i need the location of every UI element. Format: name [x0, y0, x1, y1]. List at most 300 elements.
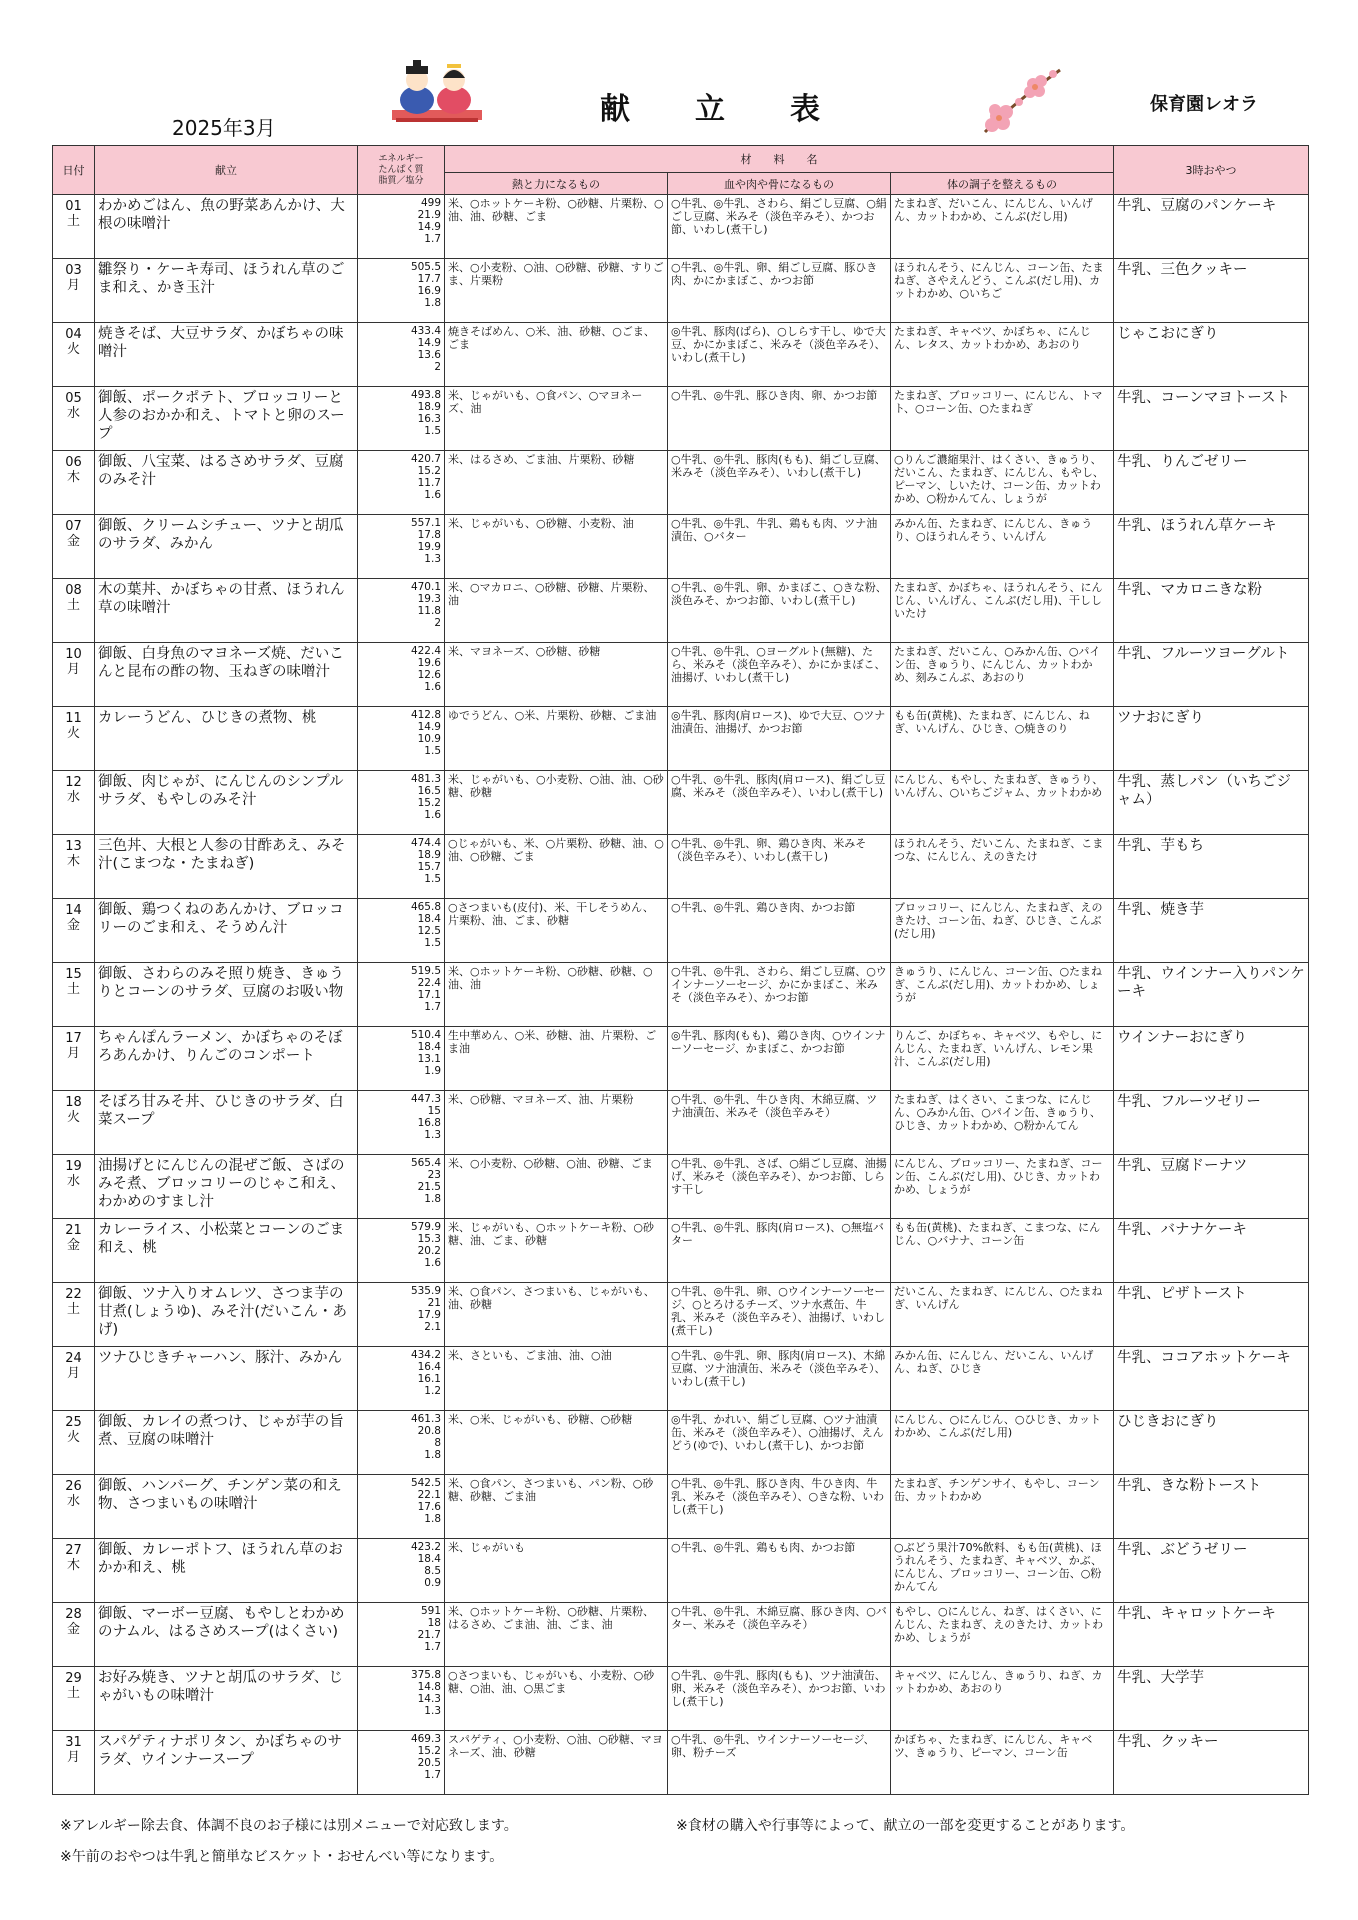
day-number: 03	[65, 263, 82, 278]
energy-value: 434.2	[410, 1349, 441, 1361]
energy-ingredients-cell: 米、じゃがいも	[445, 1539, 668, 1603]
menu-cell: ちゃんぽんラーメン、かぼちゃのそぼろあんかけ、りんごのコンポート	[95, 1027, 358, 1091]
menu-cell: カレーライス、小松菜とコーンのごま和え、桃	[95, 1219, 358, 1283]
snack-cell: 牛乳、蒸しパン（いちごジャム）	[1114, 771, 1309, 835]
weekday: 金	[66, 1622, 80, 1637]
body-ingredients-cell: ◎牛乳、豚肉(もも)、鶏ひき肉、○ウインナーソーセージ、かまぼこ、かつお節	[668, 1027, 891, 1091]
protein-value: 14.8	[417, 1681, 441, 1693]
protein-value: 16.4	[417, 1361, 441, 1373]
energy-value: 420.7	[410, 453, 441, 465]
condition-ingredients-cell: キャベツ、にんじん、きゅうり、ねぎ、カットわかめ、あおのり	[891, 1667, 1114, 1731]
fat-value: 13.1	[417, 1053, 441, 1065]
date-cell	[53, 1731, 95, 1795]
condition-ingredients-cell: にんじん、もやし、たまねぎ、きゅうり、いんげん、○いちごジャム、カットわかめ	[891, 771, 1114, 835]
body-ingredients-cell: ○牛乳、◎牛乳、豚肉(肩ロース)、絹ごし豆腐、米みそ（淡色辛みそ）、いわし(煮干し)	[668, 771, 891, 835]
fat-value: 13.6	[417, 349, 441, 361]
weekday: 土	[66, 1686, 80, 1701]
snack-cell: 牛乳、ほうれん草ケーキ	[1114, 515, 1309, 579]
weekday: 土	[66, 1302, 80, 1317]
condition-ingredients-cell: ブロッコリー、にんじん、たまねぎ、えのきたけ、コーン缶、ねぎ、ひじき、こんぶ(だし用)	[891, 899, 1114, 963]
energy-ingredients-cell: 米、マヨネーズ、○砂糖、砂糖	[445, 643, 668, 707]
energy-value: 422.4	[410, 645, 441, 657]
body-ingredients-cell: ○牛乳、◎牛乳、卵、かまぼこ、○きな粉、淡色みそ、かつお節、いわし(煮干し)	[668, 579, 891, 643]
energy-ingredients-cell: 米、○食パン、さつまいも、パン粉、○砂糖、砂糖、ごま油	[445, 1475, 668, 1539]
weekday: 火	[66, 1430, 80, 1445]
energy-value: 412.8	[410, 709, 441, 721]
date-cell	[53, 1603, 95, 1667]
condition-ingredients-cell: ○りんご濃縮果汁、はくさい、きゅうり、だいこん、たまねぎ、にんじん、もやし、ピーマン、しいたけ、コーン缶、カットわかめ、○粉かんてん、しょうが	[891, 451, 1114, 515]
fat-value: 14.9	[417, 221, 441, 233]
nutrition-cell	[358, 835, 445, 899]
fat-value: 17.9	[417, 1309, 441, 1321]
header-energy-group: 熱と力になるもの	[445, 173, 668, 195]
weekday: 水	[66, 1494, 80, 1509]
weekday: 土	[66, 598, 80, 613]
menu-cell: 御飯、ツナ入りオムレツ、さつま芋の甘煮(しょうゆ)、みそ汁(だいこん・あげ)	[95, 1283, 358, 1347]
weekday: 水	[66, 406, 80, 421]
energy-ingredients-cell: 米、○マカロニ、○砂糖、砂糖、片栗粉、油	[445, 579, 668, 643]
fat-value: 8	[434, 1437, 441, 1449]
condition-ingredients-cell: りんご、かぼちゃ、キャベツ、もやし、にんじん、たまねぎ、いんげん、レモン果汁、こんぶ(だし用)	[891, 1027, 1114, 1091]
menu-cell: 木の葉丼、かぼちゃの甘煮、ほうれん草の味噌汁	[95, 579, 358, 643]
energy-ingredients-cell: ○さつまいも(皮付)、米、干しそうめん、片栗粉、油、ごま、砂糖	[445, 899, 668, 963]
fat-value: 16.9	[417, 285, 441, 297]
nutrition-cell	[358, 1539, 445, 1603]
snack-cell: 牛乳、クッキー	[1114, 1731, 1309, 1795]
snack-cell: 牛乳、大学芋	[1114, 1667, 1309, 1731]
table-row	[53, 451, 1309, 515]
protein-value: 18.9	[417, 849, 441, 861]
protein-value: 20.8	[417, 1425, 441, 1437]
menu-cell: 御飯、白身魚のマヨネーズ焼、だいこんと昆布の酢の物、玉ねぎの味噌汁	[95, 643, 358, 707]
protein-value: 17.8	[417, 529, 441, 541]
condition-ingredients-cell: みかん缶、にんじん、だいこん、いんげん、ねぎ、ひじき	[891, 1347, 1114, 1411]
fat-value: 14.3	[417, 1693, 441, 1705]
energy-ingredients-cell: 米、じゃがいも、○砂糖、小麦粉、油	[445, 515, 668, 579]
salt-value: 1.6	[424, 1257, 441, 1269]
fat-value: 17.1	[417, 989, 441, 1001]
header-snack: 3時おやつ	[1114, 146, 1309, 195]
condition-ingredients-cell: ほうれんそう、にんじん、コーン缶、たまねぎ、さやえんどう、こんぶ(だし用)、カットわかめ、○いちご	[891, 259, 1114, 323]
nutrition-cell	[358, 323, 445, 387]
fat-value: 10.9	[417, 733, 441, 745]
date-cell	[53, 899, 95, 963]
protein-value: 19.3	[417, 593, 441, 605]
menu-cell: 御飯、肉じゃが、にんじんのシンプルサラダ、もやしのみそ汁	[95, 771, 358, 835]
energy-ingredients-cell: 米、○ホットケーキ粉、○砂糖、砂糖、○油、油	[445, 963, 668, 1027]
day-number: 19	[65, 1159, 82, 1174]
snack-cell: じゃこおにぎり	[1114, 323, 1309, 387]
nutrition-cell	[358, 259, 445, 323]
protein-value: 15.3	[417, 1233, 441, 1245]
snack-cell: 牛乳、キャロットケーキ	[1114, 1603, 1309, 1667]
table-row	[53, 1475, 1309, 1539]
header-nutrition: エネルギー たんぱく質 脂質／塩分	[358, 146, 445, 195]
header-date: 日付	[53, 146, 95, 195]
fat-value: 20.2	[417, 1245, 441, 1257]
date-cell	[53, 771, 95, 835]
date-cell	[53, 1667, 95, 1731]
weekday: 金	[66, 534, 80, 549]
nutrition-cell	[358, 771, 445, 835]
condition-ingredients-cell: たまねぎ、かぼちゃ、ほうれんそう、にんじん、いんげん、こんぶ(だし用)、干ししいたけ	[891, 579, 1114, 643]
salt-value: 1.5	[424, 425, 441, 437]
snack-cell: 牛乳、豆腐のパンケーキ	[1114, 195, 1309, 259]
fat-value: 12.6	[417, 669, 441, 681]
energy-ingredients-cell: 米、じゃがいも、○ホットケーキ粉、○砂糖、油、ごま、砂糖	[445, 1219, 668, 1283]
weekday: 木	[66, 854, 80, 869]
body-ingredients-cell: ○牛乳、◎牛乳、さわら、絹ごし豆腐、○ウインナーソーセージ、かにかまぼこ、米みそ（淡色辛みそ）、かつお節	[668, 963, 891, 1027]
menu-cell: 御飯、カレイの煮つけ、じゃが芋の旨煮、豆腐の味噌汁	[95, 1411, 358, 1475]
date-cell	[53, 1411, 95, 1475]
header-menu: 献立	[95, 146, 358, 195]
menu-cell: 御飯、ハンバーグ、チンゲン菜の和え物、さつまいもの味噌汁	[95, 1475, 358, 1539]
body-ingredients-cell: ○牛乳、◎牛乳、さば、○絹ごし豆腐、油揚げ、米みそ（淡色辛みそ）、かつお節、しらす干し	[668, 1155, 891, 1219]
fat-value: 15.7	[417, 861, 441, 873]
menu-cell: 三色丼、大根と人参の甘酢あえ、みそ汁(こまつな・たまねぎ)	[95, 835, 358, 899]
condition-ingredients-cell: たまねぎ、はくさい、こまつな、にんじん、○みかん缶、○パイン缶、きゅうり、ひじき、カットわかめ、○粉かんてん	[891, 1091, 1114, 1155]
energy-value: 447.3	[410, 1093, 441, 1105]
table-row	[53, 1219, 1309, 1283]
nutrition-cell	[358, 451, 445, 515]
day-number: 29	[65, 1671, 82, 1686]
condition-ingredients-cell: にんじん、ブロッコリー、たまねぎ、コーン缶、こんぶ(だし用)、ひじき、カットわかめ、しょうが	[891, 1155, 1114, 1219]
salt-value: 1.8	[424, 297, 441, 309]
nutrition-cell	[358, 1475, 445, 1539]
date-cell	[53, 1219, 95, 1283]
weekday: 土	[66, 214, 80, 229]
day-number: 06	[65, 455, 82, 470]
energy-ingredients-cell: 生中華めん、○米、砂糖、油、片栗粉、ごま油	[445, 1027, 668, 1091]
school-name: 保育園レオラ	[1150, 94, 1258, 115]
nutrition-cell	[358, 1027, 445, 1091]
table-row	[53, 643, 1309, 707]
energy-value: 461.3	[410, 1413, 441, 1425]
menu-cell: お好み焼き、ツナと胡瓜のサラダ、じゃがいもの味噌汁	[95, 1667, 358, 1731]
day-number: 07	[65, 519, 82, 534]
nutrition-cell	[358, 579, 445, 643]
table-row	[53, 1539, 1309, 1603]
date-cell	[53, 963, 95, 1027]
table-row	[53, 1603, 1309, 1667]
salt-value: 1.8	[424, 1513, 441, 1525]
day-number: 25	[65, 1415, 82, 1430]
table-row	[53, 1667, 1309, 1731]
nutrition-cell	[358, 1603, 445, 1667]
energy-value: 481.3	[410, 773, 441, 785]
snack-cell: 牛乳、バナナケーキ	[1114, 1219, 1309, 1283]
condition-ingredients-cell: だいこん、たまねぎ、にんじん、○たまねぎ、いんげん	[891, 1283, 1114, 1347]
day-number: 12	[65, 775, 82, 790]
table-row	[53, 771, 1309, 835]
salt-value: 1.2	[424, 1385, 441, 1397]
body-ingredients-cell: ○牛乳、◎牛乳、○ヨーグルト(無糖)、たら、米みそ（淡色辛みそ）、かにかまぼこ、油揚げ、いわし(煮干し)	[668, 643, 891, 707]
table-row	[53, 1027, 1309, 1091]
energy-value: 465.8	[410, 901, 441, 913]
energy-ingredients-cell: 米、○小麦粉、○砂糖、○油、砂糖、ごま	[445, 1155, 668, 1219]
menu-cell: スパゲティナポリタン、かぼちゃのサラダ、ウインナースープ	[95, 1731, 358, 1795]
table-row	[53, 1347, 1309, 1411]
salt-value: 1.7	[424, 233, 441, 245]
day-number: 05	[65, 391, 82, 406]
snack-cell: 牛乳、焼き芋	[1114, 899, 1309, 963]
salt-value: 1.6	[424, 681, 441, 693]
snack-cell: 牛乳、フルーツヨーグルト	[1114, 643, 1309, 707]
protein-value: 14.9	[417, 337, 441, 349]
protein-value: 18.4	[417, 1553, 441, 1565]
energy-ingredients-cell: 焼きそばめん、○米、油、砂糖、○ごま、ごま	[445, 323, 668, 387]
snack-cell: ツナおにぎり	[1114, 707, 1309, 771]
day-number: 01	[65, 199, 82, 214]
weekday: 木	[66, 470, 80, 485]
date-cell	[53, 1283, 95, 1347]
fat-value: 8.5	[424, 1565, 441, 1577]
fat-value: 21.7	[417, 1629, 441, 1641]
body-ingredients-cell: ○牛乳、◎牛乳、豚肉(もも)、絹ごし豆腐、米みそ（淡色辛みそ）、いわし(煮干し)	[668, 451, 891, 515]
date-cell	[53, 1475, 95, 1539]
weekday: 土	[66, 982, 80, 997]
fat-value: 11.8	[417, 605, 441, 617]
condition-ingredients-cell: たまねぎ、だいこん、○みかん缶、○パイン缶、きゅうり、にんじん、カットわかめ、刻みこんぶ、あおのり	[891, 643, 1114, 707]
energy-value: 510.4	[410, 1029, 441, 1041]
condition-ingredients-cell: もも缶(黄桃)、たまねぎ、にんじん、ねぎ、いんげん、ひじき、○焼きのり	[891, 707, 1114, 771]
protein-value: 21.9	[417, 209, 441, 221]
nutrition-cell	[358, 1347, 445, 1411]
fat-value: 17.6	[417, 1501, 441, 1513]
energy-value: 499	[420, 197, 441, 209]
weekday: 火	[66, 726, 80, 741]
day-number: 13	[65, 839, 82, 854]
salt-value: 1.9	[424, 1065, 441, 1077]
protein-value: 15.2	[417, 465, 441, 477]
snack-cell: 牛乳、豆腐ドーナツ	[1114, 1155, 1309, 1219]
condition-ingredients-cell: ○ぶどう果汁70%飲料、もも缶(黄桃)、ほうれんそう、たまねぎ、キャベツ、かぶ、にんじん、ブロッコリー、コーン缶、○粉かんてん	[891, 1539, 1114, 1603]
header-body-group: 血や肉や骨になるもの	[668, 173, 891, 195]
body-ingredients-cell: ○牛乳、◎牛乳、鶏ひき肉、かつお節	[668, 899, 891, 963]
table-row	[53, 259, 1309, 323]
protein-value: 18.4	[417, 913, 441, 925]
fat-value: 20.5	[417, 1757, 441, 1769]
table-row	[53, 963, 1309, 1027]
protein-value: 15	[427, 1105, 441, 1117]
menu-cell: そぼろ甘みそ丼、ひじきのサラダ、白菜スープ	[95, 1091, 358, 1155]
protein-value: 18	[427, 1617, 441, 1629]
energy-ingredients-cell: ゆでうどん、○米、片栗粉、砂糖、ごま油	[445, 707, 668, 771]
fat-value: 16.1	[417, 1373, 441, 1385]
condition-ingredients-cell: かぼちゃ、たまねぎ、にんじん、キャベツ、きゅうり、ピーマン、コーン缶	[891, 1731, 1114, 1795]
body-ingredients-cell: ○牛乳、◎牛乳、さわら、絹ごし豆腐、○絹ごし豆腐、米みそ（淡色辛みそ）、かつお節、いわし(煮干し)	[668, 195, 891, 259]
salt-value: 2	[434, 617, 441, 629]
snack-cell: 牛乳、きな粉トースト	[1114, 1475, 1309, 1539]
page-title: 献 立 表	[600, 92, 822, 127]
menu-cell: 油揚げとにんじんの混ぜご飯、さばのみそ煮、ブロッコリーのじゃこ和え、わかめのすまし汁	[95, 1155, 358, 1219]
footer-note-allergy: ※アレルギー除去食、体調不良のお子様には別メニューで対応致します。	[60, 1818, 518, 1834]
energy-ingredients-cell: 米、じゃがいも、○食パン、○マヨネーズ、油	[445, 387, 668, 451]
protein-value: 21	[427, 1297, 441, 1309]
salt-value: 1.8	[424, 1449, 441, 1461]
nutrition-cell	[358, 1667, 445, 1731]
day-number: 17	[65, 1031, 82, 1046]
salt-value: 1.3	[424, 553, 441, 565]
snack-cell: ひじきおにぎり	[1114, 1411, 1309, 1475]
salt-value: 2	[434, 361, 441, 373]
energy-ingredients-cell: 米、じゃがいも、○小麦粉、○油、油、○砂糖、砂糖	[445, 771, 668, 835]
body-ingredients-cell: ◎牛乳、かれい、絹ごし豆腐、○ツナ油漬缶、米みそ（淡色辛みそ）、○油揚げ、えんどう(ゆで)、いわし(煮干し)、かつお節	[668, 1411, 891, 1475]
protein-value: 15.2	[417, 1745, 441, 1757]
page-header	[0, 0, 1358, 150]
date-cell	[53, 1027, 95, 1091]
nutrition-cell	[358, 195, 445, 259]
nutrition-cell	[358, 707, 445, 771]
table-row	[53, 707, 1309, 771]
table-row	[53, 195, 1309, 259]
footer-note-snack: ※午前のおやつは牛乳と簡単なビスケット・おせんべい等になります。	[60, 1849, 504, 1865]
body-ingredients-cell: ○牛乳、◎牛乳、豚肉(肩ロース)、○無塩バター	[668, 1219, 891, 1283]
table-row	[53, 323, 1309, 387]
condition-ingredients-cell: たまねぎ、キャベツ、かぼちゃ、にんじん、レタス、カットわかめ、あおのり	[891, 323, 1114, 387]
nutrition-cell	[358, 387, 445, 451]
salt-value: 1.5	[424, 745, 441, 757]
menu-table	[52, 145, 1309, 1795]
nutrition-cell	[358, 515, 445, 579]
table-row	[53, 1283, 1309, 1347]
date-cell	[53, 1347, 95, 1411]
weekday: 金	[66, 1238, 80, 1253]
salt-value: 1.7	[424, 1769, 441, 1781]
body-ingredients-cell: ○牛乳、◎牛乳、卵、○ウインナーソーセージ、○とろけるチーズ、ツナ水煮缶、牛乳、米みそ（淡色辛みそ）、油揚げ、いわし(煮干し)	[668, 1283, 891, 1347]
weekday: 火	[66, 342, 80, 357]
energy-ingredients-cell: 米、はるさめ、ごま油、片栗粉、砂糖	[445, 451, 668, 515]
protein-value: 14.9	[417, 721, 441, 733]
table-row	[53, 899, 1309, 963]
table-row	[53, 387, 1309, 451]
condition-ingredients-cell: もやし、○にんじん、ねぎ、はくさい、にんじん、たまねぎ、えのきたけ、カットわかめ、しょうが	[891, 1603, 1114, 1667]
table-row	[53, 1091, 1309, 1155]
salt-value: 1.7	[424, 1001, 441, 1013]
day-number: 04	[65, 327, 82, 342]
snack-cell: ウインナーおにぎり	[1114, 1027, 1309, 1091]
fat-value: 21.5	[417, 1181, 441, 1193]
condition-ingredients-cell: きゅうり、にんじん、コーン缶、○たまねぎ、こんぶ(だし用)、カットわかめ、しょうが	[891, 963, 1114, 1027]
nutrition-cell	[358, 1411, 445, 1475]
body-ingredients-cell: ○牛乳、◎牛乳、牛ひき肉、木綿豆腐、ツナ油漬缶、米みそ（淡色辛みそ）	[668, 1091, 891, 1155]
menu-cell: わかめごはん、魚の野菜あんかけ、大根の味噌汁	[95, 195, 358, 259]
snack-cell: 牛乳、りんごゼリー	[1114, 451, 1309, 515]
day-number: 21	[65, 1223, 82, 1238]
salt-value: 1.3	[424, 1705, 441, 1717]
weekday: 月	[66, 662, 80, 677]
day-number: 11	[65, 711, 82, 726]
date-cell	[53, 835, 95, 899]
condition-ingredients-cell: たまねぎ、チンゲンサイ、もやし、コーン缶、カットわかめ	[891, 1475, 1114, 1539]
energy-value: 474.4	[410, 837, 441, 849]
fat-value: 19.9	[417, 541, 441, 553]
weekday: 月	[66, 1750, 80, 1765]
body-ingredients-cell: ○牛乳、◎牛乳、鶏もも肉、かつお節	[668, 1539, 891, 1603]
energy-value: 579.9	[410, 1221, 441, 1233]
date-cell	[53, 1539, 95, 1603]
menu-cell: 御飯、鶏つくねのあんかけ、ブロッコリーのごま和え、そうめん汁	[95, 899, 358, 963]
energy-value: 557.1	[410, 517, 441, 529]
table-row	[53, 1411, 1309, 1475]
date-cell	[53, 515, 95, 579]
energy-value: 565.4	[410, 1157, 441, 1169]
table-row	[53, 835, 1309, 899]
body-ingredients-cell: ◎牛乳、豚肉(肩ロース)、ゆで大豆、○ツナ油漬缶、油揚げ、かつお節	[668, 707, 891, 771]
month-label: 2025年3月	[172, 116, 276, 140]
nutrition-cell	[358, 963, 445, 1027]
menu-cell: 雛祭り・ケーキ寿司、ほうれん草のごま和え、かき玉汁	[95, 259, 358, 323]
energy-ingredients-cell: 米、○食パン、さつまいも、じゃがいも、油、砂糖	[445, 1283, 668, 1347]
date-cell	[53, 1091, 95, 1155]
energy-value: 493.8	[410, 389, 441, 401]
weekday: 月	[66, 1366, 80, 1381]
energy-value: 535.9	[410, 1285, 441, 1297]
salt-value: 1.3	[424, 1129, 441, 1141]
body-ingredients-cell: ○牛乳、◎牛乳、卵、鶏ひき肉、米みそ（淡色辛みそ）、いわし(煮干し)	[668, 835, 891, 899]
menu-cell: 御飯、さわらのみそ照り焼き、きゅうりとコーンのサラダ、豆腐のお吸い物	[95, 963, 358, 1027]
energy-ingredients-cell: 米、○小麦粉、○油、○砂糖、砂糖、すりごま、片栗粉	[445, 259, 668, 323]
snack-cell: 牛乳、三色クッキー	[1114, 259, 1309, 323]
protein-value: 22.1	[417, 1489, 441, 1501]
header-ingredients: 材 料 名	[445, 146, 1114, 173]
date-cell	[53, 259, 95, 323]
day-number: 15	[65, 967, 82, 982]
day-number: 26	[65, 1479, 82, 1494]
table-row	[53, 1731, 1309, 1795]
snack-cell: 牛乳、ピザトースト	[1114, 1283, 1309, 1347]
date-cell	[53, 707, 95, 771]
snack-cell: 牛乳、コーンマヨトースト	[1114, 387, 1309, 451]
menu-cell: 御飯、ポークポテト、ブロッコリーと人参のおかか和え、トマトと卵のスープ	[95, 387, 358, 451]
day-number: 24	[65, 1351, 82, 1366]
menu-cell: 御飯、クリームシチュー、ツナと胡瓜のサラダ、みかん	[95, 515, 358, 579]
weekday: 金	[66, 918, 80, 933]
day-number: 27	[65, 1543, 82, 1558]
nutrition-cell	[358, 1283, 445, 1347]
snack-cell: 牛乳、ココアホットケーキ	[1114, 1347, 1309, 1411]
day-number: 10	[65, 647, 82, 662]
table-row	[53, 515, 1309, 579]
weekday: 月	[66, 1046, 80, 1061]
salt-value: 1.5	[424, 937, 441, 949]
energy-value: 505.5	[410, 261, 441, 273]
menu-cell: ツナひじきチャーハン、豚汁、みかん	[95, 1347, 358, 1411]
body-ingredients-cell: ○牛乳、◎牛乳、豚ひき肉、卵、かつお節	[668, 387, 891, 451]
date-cell	[53, 451, 95, 515]
condition-ingredients-cell: たまねぎ、だいこん、にんじん、いんげん、カットわかめ、こんぶ(だし用)	[891, 195, 1114, 259]
salt-value: 1.6	[424, 809, 441, 821]
fat-value: 15.2	[417, 797, 441, 809]
date-cell	[53, 195, 95, 259]
energy-value: 423.2	[410, 1541, 441, 1553]
day-number: 08	[65, 583, 82, 598]
nutrition-cell	[358, 643, 445, 707]
energy-value: 469.3	[410, 1733, 441, 1745]
nutrition-cell	[358, 899, 445, 963]
condition-ingredients-cell: もも缶(黄桃)、たまねぎ、こまつな、にんじん、○バナナ、コーン缶	[891, 1219, 1114, 1283]
protein-value: 23	[427, 1169, 441, 1181]
energy-ingredients-cell: スパゲティ、○小麦粉、○油、○砂糖、マヨネーズ、油、砂糖	[445, 1731, 668, 1795]
energy-ingredients-cell: ○じゃがいも、米、○片栗粉、砂糖、油、○油、○砂糖、ごま	[445, 835, 668, 899]
snack-cell: 牛乳、ウインナー入りパンケーキ	[1114, 963, 1309, 1027]
header-condition-group: 体の調子を整えるもの	[891, 173, 1114, 195]
snack-cell: 牛乳、フルーツゼリー	[1114, 1091, 1309, 1155]
hina-doll-illustration	[392, 58, 482, 124]
table-row	[53, 1155, 1309, 1219]
protein-value: 22.4	[417, 977, 441, 989]
body-ingredients-cell: ○牛乳、◎牛乳、卵、豚肉(肩ロース)、木綿豆腐、ツナ油漬缶、米みそ（淡色辛みそ）、いわし(煮干し)	[668, 1347, 891, 1411]
